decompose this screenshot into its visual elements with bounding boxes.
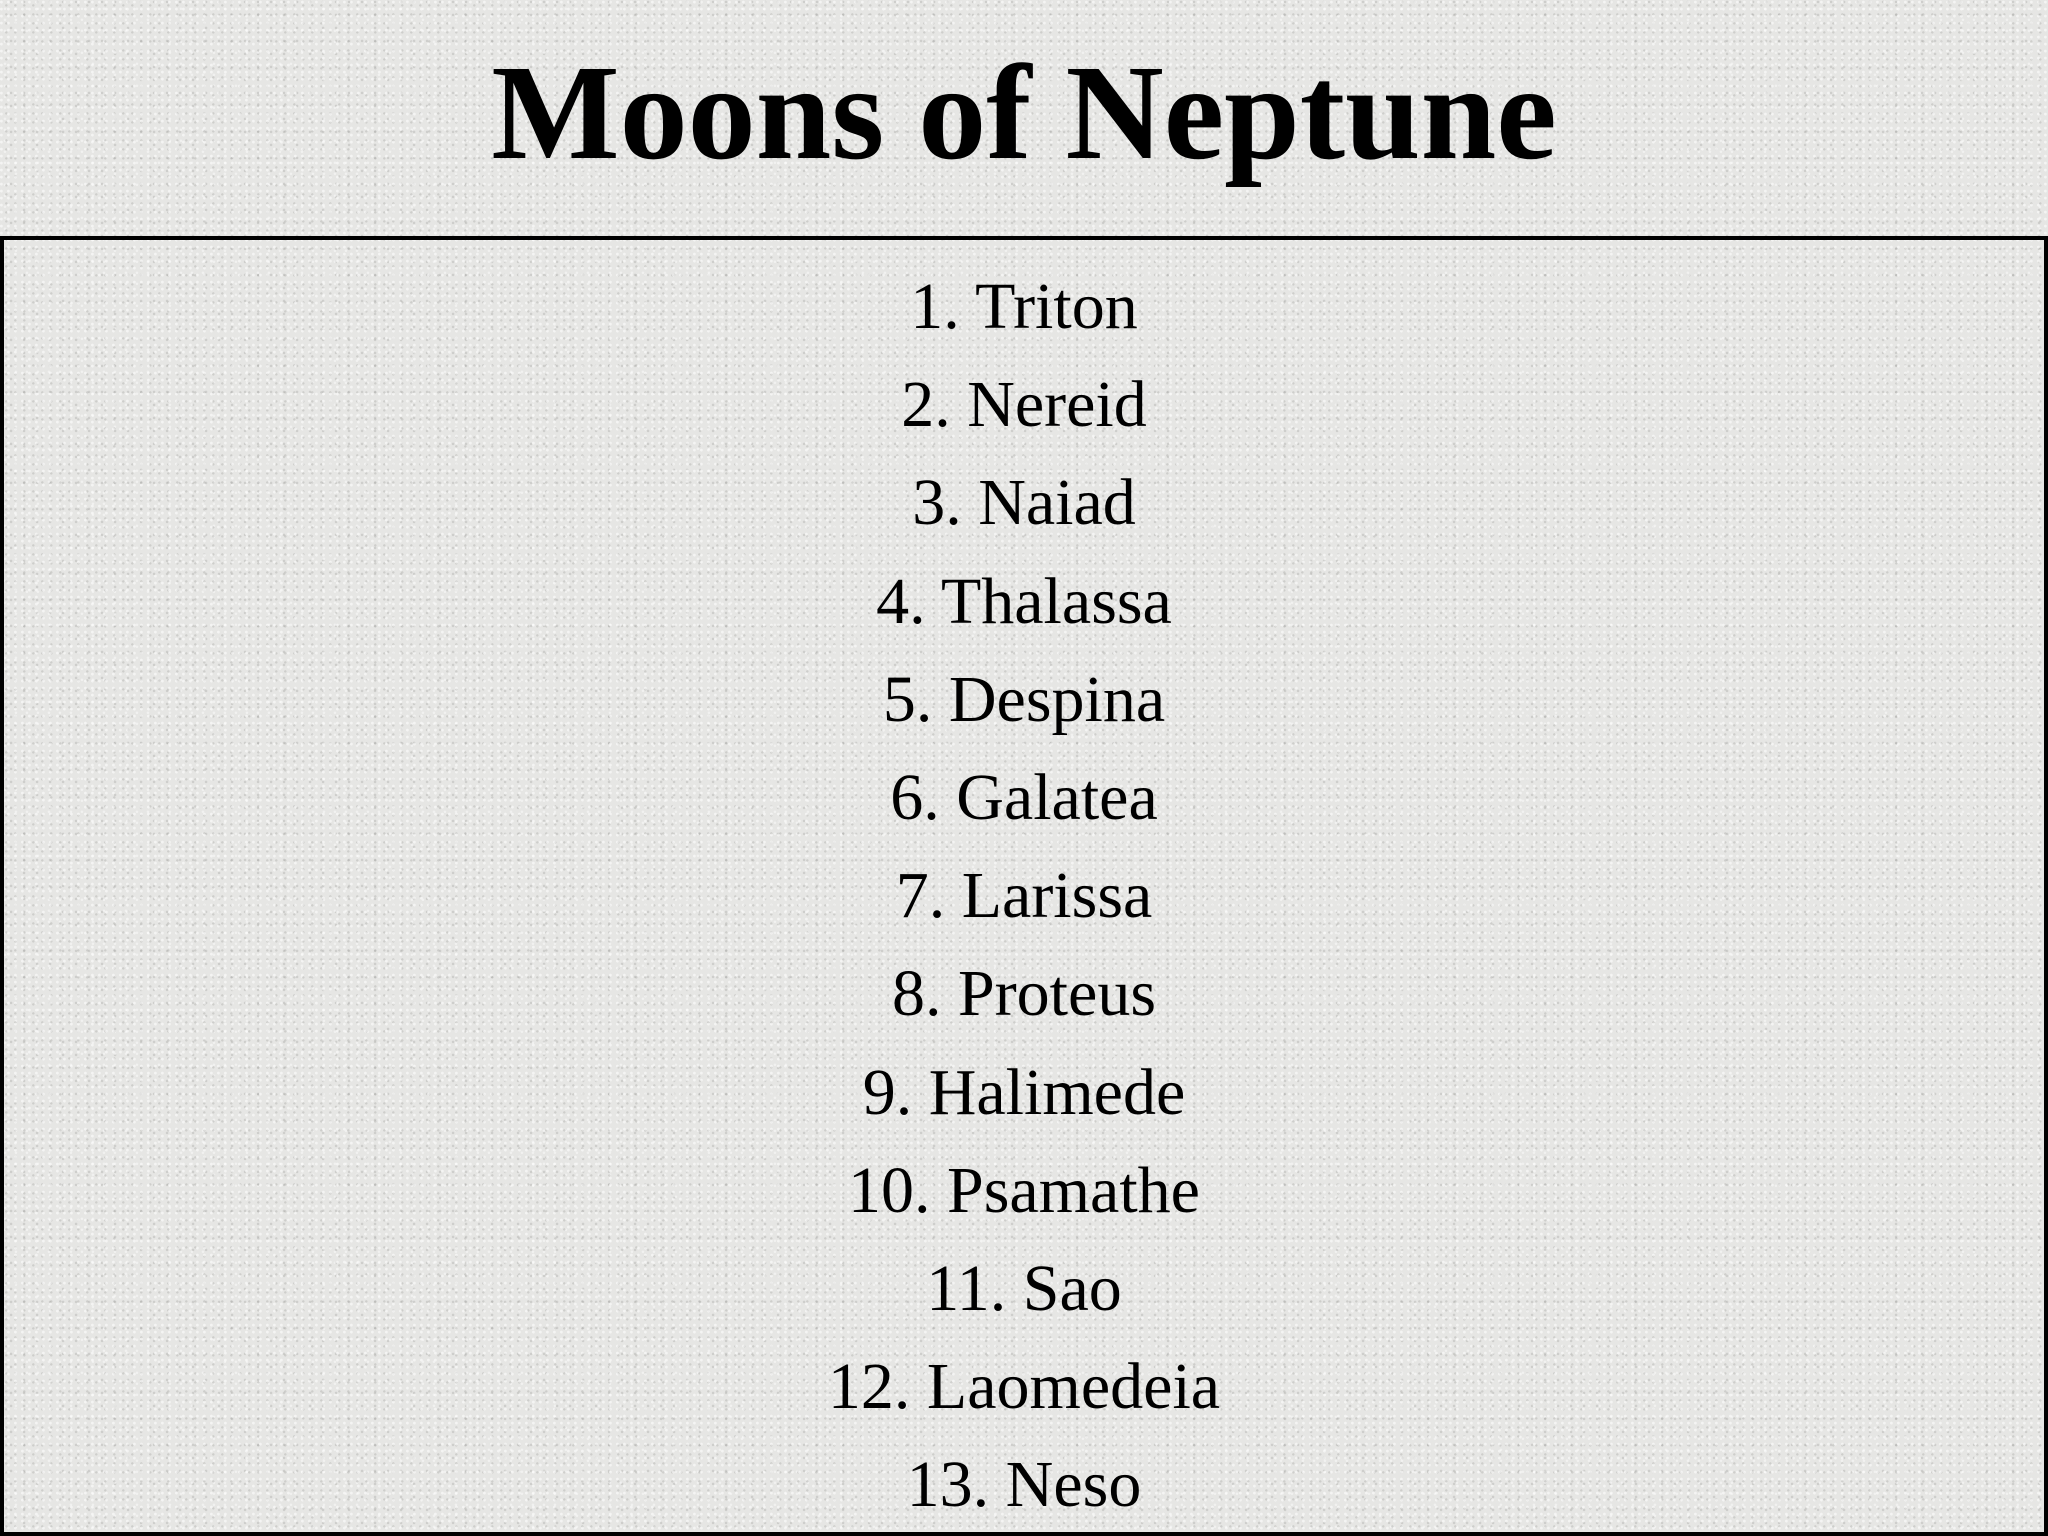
list-item: 8. Proteus [892,957,1156,1031]
list-item: 6. Galatea [890,760,1158,834]
list-item: 5. Despina [882,662,1166,736]
list-item: 12. Laomedeia [827,1350,1221,1424]
slide-title: Moons of Neptune [491,38,1557,188]
list-item: 1. Triton [910,270,1138,343]
list-item: 7. Larissa [895,859,1153,933]
moon-list [4,258,2044,1534]
list-item: 10. Psamathe [848,1153,1200,1227]
list-item: 3. Naiad [912,466,1136,540]
content-box [0,236,2048,1536]
list-item: 2. Nereid [901,368,1147,442]
list-item: 4. Thalassa [876,564,1172,638]
list-item: 9. Halimede [862,1055,1186,1129]
list-item: 11. Sao [926,1251,1122,1325]
list-item: 13. Neso [906,1448,1142,1522]
